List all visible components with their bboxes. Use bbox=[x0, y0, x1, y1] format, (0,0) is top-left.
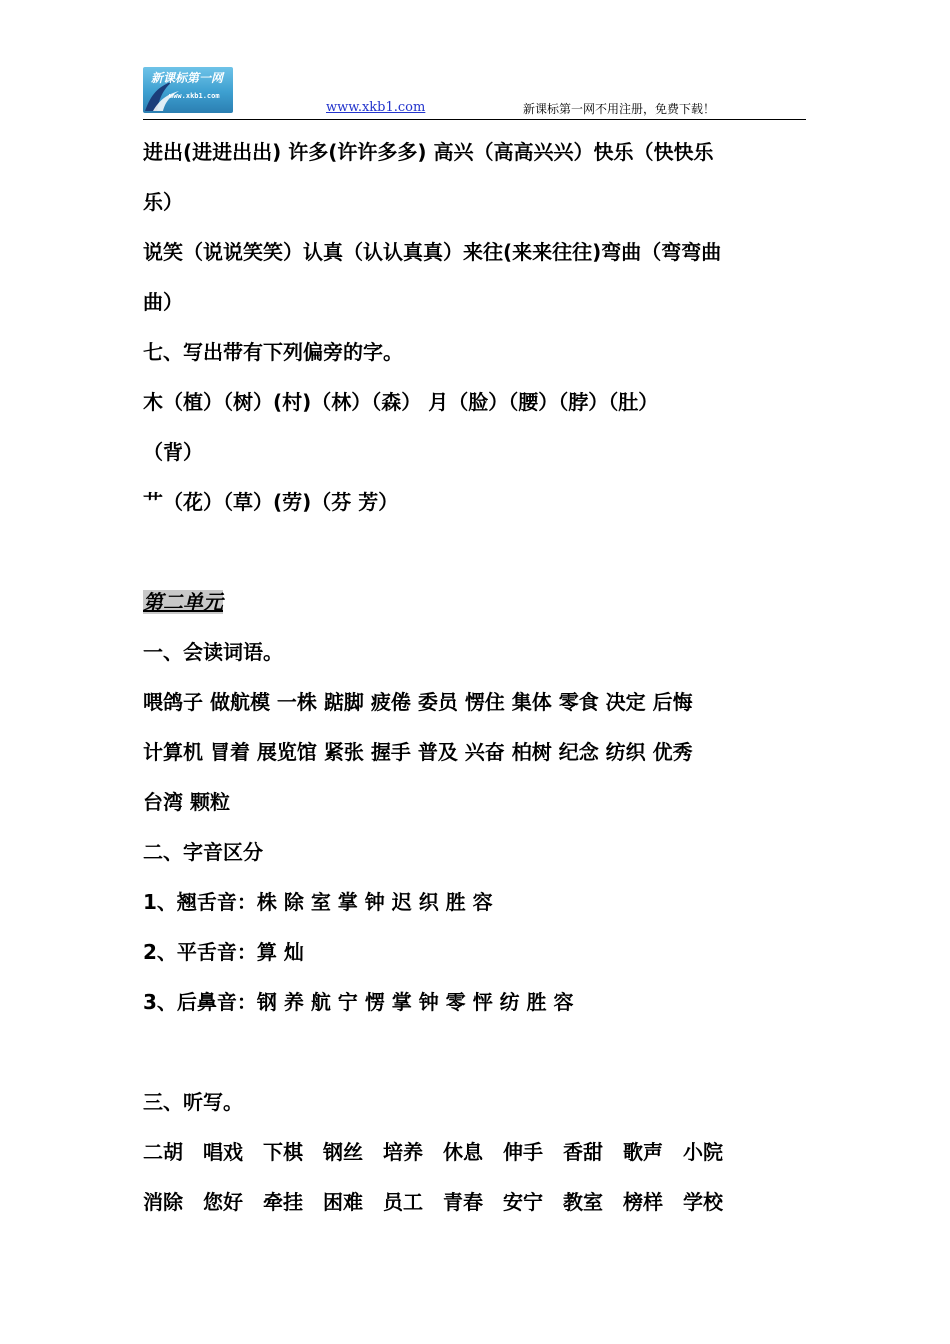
text-line: 艹（花）（草）(劳)（芬 芳） bbox=[143, 490, 399, 514]
text-line: 消除 您好 牵挂 困难 员工 青春 安宁 教室 榜样 学校 bbox=[143, 1190, 723, 1214]
text-line: 喂鸽子 做航模 一株 踮脚 疲倦 委员 愣住 集体 零食 决定 后悔 bbox=[143, 690, 693, 714]
site-logo[interactable] bbox=[143, 67, 233, 113]
text-line: 曲） bbox=[143, 290, 183, 314]
text-line: 说笑（说说笑笑）认真（认认真真）来往(来来往往)弯曲（弯弯曲 bbox=[143, 240, 722, 264]
unit-title: 第二单元 bbox=[143, 590, 223, 614]
text-line: 二胡 唱戏 下棋 钢丝 培养 休息 伸手 香甜 歌声 小院 bbox=[143, 1140, 723, 1164]
section-heading: 二、字音区分 bbox=[143, 840, 263, 864]
blank-line bbox=[143, 1031, 806, 1081]
document-body bbox=[143, 131, 806, 1231]
text-line: 乐） bbox=[143, 190, 183, 214]
text-line: 木（植）（树）(村)（林）（森） 月（脸）（腰）（脖）（肚） bbox=[143, 390, 659, 414]
text-line: 2、平舌音：算 灿 bbox=[143, 940, 304, 964]
logo-title: 新课标第一网 bbox=[151, 71, 224, 85]
text-line: 1、翘舌音：株 除 室 掌 钟 迟 织 胜 容 bbox=[143, 890, 493, 914]
text-line: 进出(进进出出) 许多(许许多多) 高兴（高高兴兴）快乐（快快乐 bbox=[143, 140, 714, 164]
unit-title-line bbox=[143, 581, 806, 631]
header-divider bbox=[143, 119, 806, 120]
text-line: 3、后鼻音：钢 养 航 宁 愣 掌 钟 零 怦 纺 胜 容 bbox=[143, 990, 574, 1014]
text-line: 计算机 冒着 展览馆 紧张 握手 普及 兴奋 柏树 纪念 纺织 优秀 bbox=[143, 740, 693, 764]
header-note: 新课标第一网不用注册，免费下载！ bbox=[523, 102, 716, 116]
logo-url: www.xkb1.com bbox=[169, 92, 220, 100]
blank-line bbox=[143, 531, 806, 581]
section-heading: 七、写出带有下列偏旁的字。 bbox=[143, 340, 403, 364]
text-line: 台湾 颗粒 bbox=[143, 790, 230, 814]
site-link[interactable]: www.xkb1.com bbox=[326, 100, 426, 115]
text-line: （背） bbox=[143, 440, 203, 464]
section-heading: 一、会读词语。 bbox=[143, 640, 283, 664]
section-heading: 三、听写。 bbox=[143, 1090, 243, 1114]
